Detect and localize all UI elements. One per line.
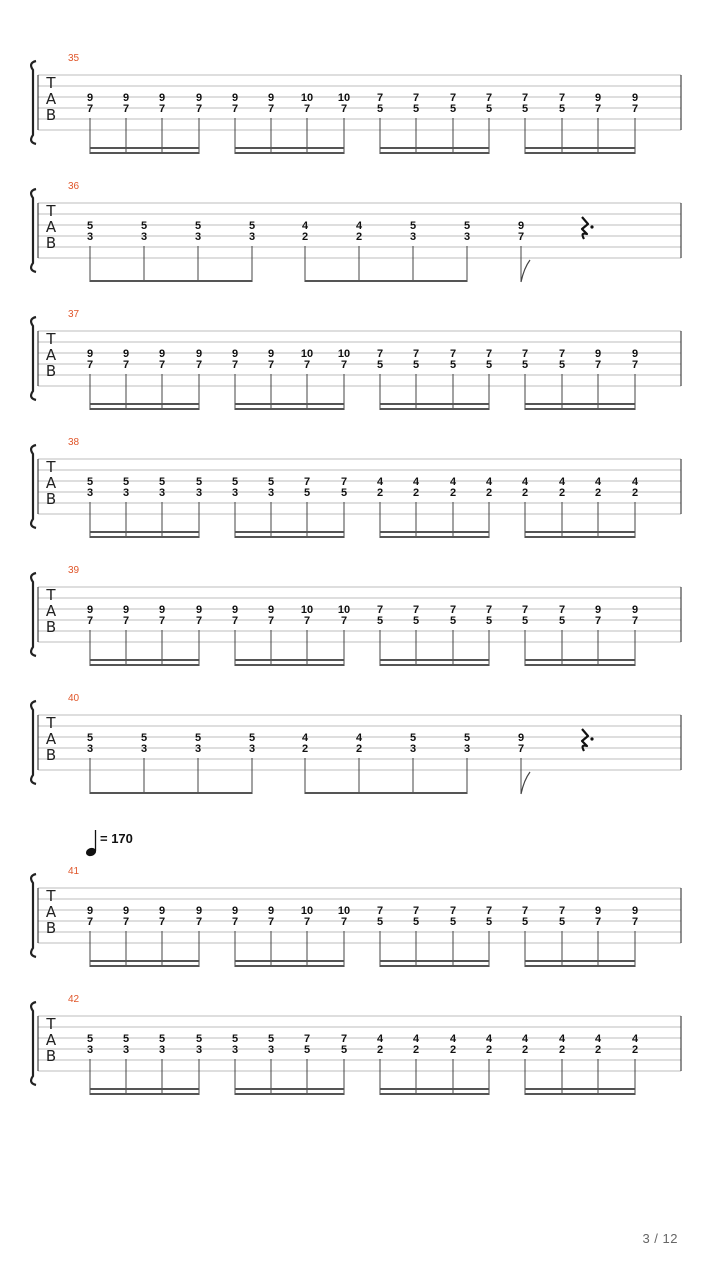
- fret-number: 2: [594, 487, 602, 499]
- system-bracket: [31, 701, 36, 784]
- fret-number: 9: [231, 348, 239, 360]
- fret-number: 5: [558, 615, 566, 627]
- measure-number: 41: [68, 866, 80, 877]
- fret-number: 7: [158, 359, 166, 371]
- fret-number: 7: [558, 92, 566, 104]
- fret-number: 9: [195, 92, 203, 104]
- tab-clef-letter: T: [46, 74, 56, 92]
- fret-number: 7: [158, 916, 166, 928]
- fret-number: 7: [86, 103, 94, 115]
- fret-number: 5: [140, 220, 148, 232]
- fret-number: 4: [376, 476, 384, 488]
- fret-number: 7: [376, 348, 384, 360]
- fret-number: 5: [195, 1033, 203, 1045]
- fret-number: 5: [194, 220, 202, 232]
- fret-number: 9: [195, 604, 203, 616]
- fret-number: 9: [631, 92, 639, 104]
- fret-number: 9: [267, 604, 275, 616]
- fret-number: 7: [412, 604, 420, 616]
- fret-number: 2: [449, 487, 457, 499]
- system-bracket: [31, 573, 36, 656]
- system-bracket: [31, 317, 36, 400]
- tab-clef-letter: B: [45, 618, 57, 636]
- tab-clef-letter: A: [45, 602, 57, 620]
- fret-number: 7: [303, 1033, 311, 1045]
- fret-number: 3: [248, 231, 256, 243]
- fret-number: 5: [86, 220, 94, 232]
- fret-number: 5: [122, 1033, 130, 1045]
- fret-number: 7: [594, 359, 602, 371]
- fret-number: 7: [521, 348, 529, 360]
- fret-number: 5: [485, 916, 493, 928]
- fret-number: 9: [594, 604, 602, 616]
- system-bracket: [31, 1002, 36, 1085]
- fret-number: 9: [158, 348, 166, 360]
- fret-number: 9: [267, 92, 275, 104]
- fret-number: 7: [231, 615, 239, 627]
- fret-number: 7: [158, 615, 166, 627]
- fret-number: 5: [485, 103, 493, 115]
- fret-number: 4: [449, 476, 457, 488]
- fret-number: 2: [412, 487, 420, 499]
- tab-clef-letter: A: [45, 474, 57, 492]
- fret-number: 7: [231, 916, 239, 928]
- fret-number: 5: [409, 732, 417, 744]
- fret-number: 4: [631, 476, 639, 488]
- tab-clef-letter: T: [46, 586, 56, 604]
- fret-number: 5: [409, 220, 417, 232]
- fret-number: 5: [231, 476, 239, 488]
- fret-number: 5: [340, 1044, 348, 1056]
- fret-number: 7: [485, 905, 493, 917]
- fret-number: 3: [140, 743, 148, 755]
- fret-number: 3: [194, 231, 202, 243]
- tab-system: [31, 53, 681, 154]
- fret-number: 3: [231, 1044, 239, 1056]
- fret-number: 5: [463, 220, 471, 232]
- fret-number: 2: [355, 231, 363, 243]
- tab-clef-letter: A: [45, 90, 57, 108]
- fret-number: 7: [86, 359, 94, 371]
- fret-number: 4: [449, 1033, 457, 1045]
- fret-number: 7: [517, 231, 525, 243]
- fret-number: 5: [267, 476, 275, 488]
- tab-clef-letter: A: [45, 903, 57, 921]
- fret-number: 7: [195, 103, 203, 115]
- fret-number: 7: [631, 615, 639, 627]
- fret-number: 10: [337, 905, 351, 917]
- fret-number: 7: [122, 916, 130, 928]
- fret-number: 7: [340, 476, 348, 488]
- fret-number: 5: [449, 103, 457, 115]
- fret-number: 9: [158, 92, 166, 104]
- fret-number: 7: [631, 916, 639, 928]
- fret-number: 5: [231, 1033, 239, 1045]
- fret-number: 9: [594, 348, 602, 360]
- measure-number: 39: [68, 565, 80, 576]
- fret-number: 9: [231, 92, 239, 104]
- fret-number: 7: [231, 359, 239, 371]
- fret-number: 7: [521, 905, 529, 917]
- fret-number: 7: [231, 103, 239, 115]
- tab-clef-letter: B: [45, 106, 57, 124]
- fret-number: 3: [194, 743, 202, 755]
- fret-number: 9: [195, 348, 203, 360]
- fret-number: 4: [376, 1033, 384, 1045]
- fret-number: 3: [86, 231, 94, 243]
- tab-clef-letter: A: [45, 346, 57, 364]
- fret-number: 7: [412, 348, 420, 360]
- fret-number: 7: [267, 615, 275, 627]
- fret-number: 7: [594, 916, 602, 928]
- fret-number: 2: [449, 1044, 457, 1056]
- fret-number: 3: [248, 743, 256, 755]
- fret-number: 5: [86, 732, 94, 744]
- fret-number: 7: [449, 604, 457, 616]
- fret-number: 5: [158, 1033, 166, 1045]
- fret-number: 7: [122, 615, 130, 627]
- tab-clef-letter: T: [46, 458, 56, 476]
- fret-number: 9: [86, 604, 94, 616]
- fret-number: 7: [195, 916, 203, 928]
- tab-clef-letter: B: [45, 234, 57, 252]
- fret-number: 5: [485, 359, 493, 371]
- fret-number: 5: [248, 220, 256, 232]
- fret-number: 5: [412, 916, 420, 928]
- tempo-marking: [85, 830, 133, 858]
- fret-number: 7: [267, 103, 275, 115]
- measure-number: 40: [68, 693, 80, 704]
- fret-number: 7: [594, 615, 602, 627]
- fret-number: 5: [463, 732, 471, 744]
- fret-number: 7: [412, 905, 420, 917]
- system-bracket: [31, 189, 36, 272]
- fret-number: 2: [558, 1044, 566, 1056]
- fret-number: 3: [86, 1044, 94, 1056]
- fret-number: 5: [195, 476, 203, 488]
- fret-number: 9: [122, 604, 130, 616]
- fret-number: 5: [558, 359, 566, 371]
- fret-number: 10: [337, 604, 351, 616]
- tab-clef-letter: A: [45, 218, 57, 236]
- fret-number: 7: [485, 92, 493, 104]
- fret-number: 4: [301, 732, 309, 744]
- fret-number: 9: [631, 348, 639, 360]
- page-number: 3 / 12: [642, 1231, 678, 1246]
- fret-number: 5: [122, 476, 130, 488]
- tab-clef-letter: B: [45, 746, 57, 764]
- fret-number: 9: [231, 905, 239, 917]
- fret-number: 2: [355, 743, 363, 755]
- fret-number: 7: [517, 743, 525, 755]
- fret-number: 7: [376, 92, 384, 104]
- fret-number: 5: [376, 359, 384, 371]
- fret-number: 7: [631, 359, 639, 371]
- fret-number: 7: [195, 615, 203, 627]
- fret-number: 4: [631, 1033, 639, 1045]
- fret-number: 5: [340, 487, 348, 499]
- fret-number: 4: [412, 1033, 420, 1045]
- fret-number: 7: [376, 905, 384, 917]
- fret-number: 3: [158, 487, 166, 499]
- tab-system: [31, 437, 681, 538]
- fret-number: 4: [355, 220, 363, 232]
- fret-number: 3: [122, 487, 130, 499]
- fret-number: 7: [340, 1033, 348, 1045]
- tab-system: [31, 309, 681, 410]
- fret-number: 5: [376, 103, 384, 115]
- fret-number: 7: [558, 905, 566, 917]
- fret-number: 10: [337, 92, 351, 104]
- fret-number: 7: [449, 905, 457, 917]
- fret-number: 5: [412, 103, 420, 115]
- fret-number: 3: [122, 1044, 130, 1056]
- fret-number: 3: [463, 743, 471, 755]
- tab-clef-letter: T: [46, 1015, 56, 1033]
- fret-number: 2: [521, 487, 529, 499]
- fret-number: 2: [558, 487, 566, 499]
- rest-dot: [590, 737, 593, 740]
- fret-number: 3: [267, 1044, 275, 1056]
- fret-number: 10: [300, 905, 314, 917]
- fret-number: 5: [194, 732, 202, 744]
- fret-number: 9: [122, 905, 130, 917]
- fret-number: 7: [267, 359, 275, 371]
- fret-number: 4: [412, 476, 420, 488]
- tab-system: [31, 181, 681, 282]
- fret-number: 7: [485, 348, 493, 360]
- tempo-value: = 170: [100, 831, 133, 846]
- fret-number: 10: [300, 604, 314, 616]
- system-bracket: [31, 874, 36, 957]
- fret-number: 5: [521, 916, 529, 928]
- fret-number: 9: [158, 604, 166, 616]
- fret-number: 5: [558, 916, 566, 928]
- fret-number: 4: [558, 476, 566, 488]
- fret-number: 2: [485, 487, 493, 499]
- fret-number: 7: [594, 103, 602, 115]
- fret-number: 7: [340, 359, 348, 371]
- fret-number: 4: [485, 1033, 493, 1045]
- fret-number: 3: [195, 1044, 203, 1056]
- fret-number: 3: [409, 743, 417, 755]
- fret-number: 5: [303, 1044, 311, 1056]
- fret-number: 7: [449, 92, 457, 104]
- fret-number: 3: [158, 1044, 166, 1056]
- tab-system: [31, 565, 681, 666]
- fret-number: 9: [267, 348, 275, 360]
- fret-number: 3: [86, 487, 94, 499]
- fret-number: 4: [301, 220, 309, 232]
- fret-number: 9: [86, 348, 94, 360]
- fret-number: 2: [301, 231, 309, 243]
- fret-number: 4: [594, 476, 602, 488]
- fret-number: 9: [86, 905, 94, 917]
- fret-number: 4: [521, 476, 529, 488]
- fret-number: 7: [558, 604, 566, 616]
- fret-number: 9: [631, 905, 639, 917]
- fret-number: 3: [140, 231, 148, 243]
- fret-number: 3: [231, 487, 239, 499]
- measure-number: 42: [68, 994, 80, 1005]
- fret-number: 5: [158, 476, 166, 488]
- fret-number: 7: [122, 359, 130, 371]
- fret-number: 5: [558, 103, 566, 115]
- fret-number: 9: [122, 92, 130, 104]
- fret-number: 7: [122, 103, 130, 115]
- fret-number: 7: [340, 916, 348, 928]
- fret-number: 5: [248, 732, 256, 744]
- fret-number: 5: [449, 359, 457, 371]
- tab-clef-letter: B: [45, 1047, 57, 1065]
- tab-clef-letter: T: [46, 887, 56, 905]
- tab-clef-letter: A: [45, 1031, 57, 1049]
- fret-number: 10: [300, 92, 314, 104]
- fret-number: 4: [355, 732, 363, 744]
- fret-number: 9: [517, 732, 525, 744]
- fret-number: 5: [521, 359, 529, 371]
- fret-number: 5: [303, 487, 311, 499]
- fret-number: 4: [485, 476, 493, 488]
- fret-number: 7: [449, 348, 457, 360]
- fret-number: 5: [412, 615, 420, 627]
- tab-system: [31, 994, 681, 1095]
- fret-number: 3: [463, 231, 471, 243]
- fret-number: 2: [594, 1044, 602, 1056]
- measure-number: 38: [68, 437, 80, 448]
- fret-number: 5: [485, 615, 493, 627]
- fret-number: 2: [631, 487, 639, 499]
- fret-number: 4: [521, 1033, 529, 1045]
- fret-number: 7: [521, 92, 529, 104]
- eighth-flag: [521, 260, 530, 282]
- tab-clef-letter: T: [46, 330, 56, 348]
- fret-number: 7: [86, 615, 94, 627]
- fret-number: 3: [195, 487, 203, 499]
- tab-clef-letter: B: [45, 490, 57, 508]
- fret-number: 5: [449, 615, 457, 627]
- tab-system: [31, 866, 681, 967]
- fret-number: 10: [337, 348, 351, 360]
- tab-clef-letter: T: [46, 202, 56, 220]
- fret-number: 9: [631, 604, 639, 616]
- fret-number: 7: [340, 103, 348, 115]
- fret-number: 7: [158, 103, 166, 115]
- fret-number: 7: [267, 916, 275, 928]
- fret-number: 2: [376, 487, 384, 499]
- fret-number: 5: [267, 1033, 275, 1045]
- fret-number: 5: [376, 615, 384, 627]
- fret-number: 7: [376, 604, 384, 616]
- fret-number: 9: [267, 905, 275, 917]
- fret-number: 4: [594, 1033, 602, 1045]
- fret-number: 3: [267, 487, 275, 499]
- tab-clef-letter: T: [46, 714, 56, 732]
- eighth-flag: [521, 772, 530, 794]
- rest-dot: [590, 225, 593, 228]
- fret-number: 7: [631, 103, 639, 115]
- tab-clef-letter: B: [45, 362, 57, 380]
- fret-number: 9: [517, 220, 525, 232]
- fret-number: 7: [558, 348, 566, 360]
- fret-number: 7: [521, 604, 529, 616]
- fret-number: 2: [301, 743, 309, 755]
- tab-system: [31, 693, 681, 794]
- measure-number: 35: [68, 53, 80, 64]
- fret-number: 9: [594, 92, 602, 104]
- fret-number: 5: [412, 359, 420, 371]
- fret-number: 9: [158, 905, 166, 917]
- system-bracket: [31, 61, 36, 144]
- fret-number: 2: [485, 1044, 493, 1056]
- fret-number: 5: [86, 476, 94, 488]
- fret-number: 7: [303, 103, 311, 115]
- fret-number: 4: [558, 1033, 566, 1045]
- fret-number: 9: [231, 604, 239, 616]
- fret-number: 7: [195, 359, 203, 371]
- fret-number: 5: [86, 1033, 94, 1045]
- measure-number: 36: [68, 181, 80, 192]
- fret-number: 2: [412, 1044, 420, 1056]
- fret-number: 5: [140, 732, 148, 744]
- fret-number: 9: [122, 348, 130, 360]
- fret-number: 5: [376, 916, 384, 928]
- fret-number: 7: [412, 92, 420, 104]
- fret-number: 3: [86, 743, 94, 755]
- fret-number: 10: [300, 348, 314, 360]
- fret-number: 5: [521, 103, 529, 115]
- fret-number: 2: [376, 1044, 384, 1056]
- fret-number: 9: [86, 92, 94, 104]
- fret-number: 7: [303, 916, 311, 928]
- fret-number: 7: [340, 615, 348, 627]
- fret-number: 5: [521, 615, 529, 627]
- tab-clef-letter: A: [45, 730, 57, 748]
- measure-number: 37: [68, 309, 80, 320]
- fret-number: 7: [303, 615, 311, 627]
- system-bracket: [31, 445, 36, 528]
- fret-number: 2: [521, 1044, 529, 1056]
- fret-number: 5: [449, 916, 457, 928]
- fret-number: 7: [485, 604, 493, 616]
- fret-number: 7: [86, 916, 94, 928]
- fret-number: 7: [303, 476, 311, 488]
- tab-clef-letter: B: [45, 919, 57, 937]
- fret-number: 2: [631, 1044, 639, 1056]
- fret-number: 7: [303, 359, 311, 371]
- fret-number: 3: [409, 231, 417, 243]
- fret-number: 9: [195, 905, 203, 917]
- fret-number: 9: [594, 905, 602, 917]
